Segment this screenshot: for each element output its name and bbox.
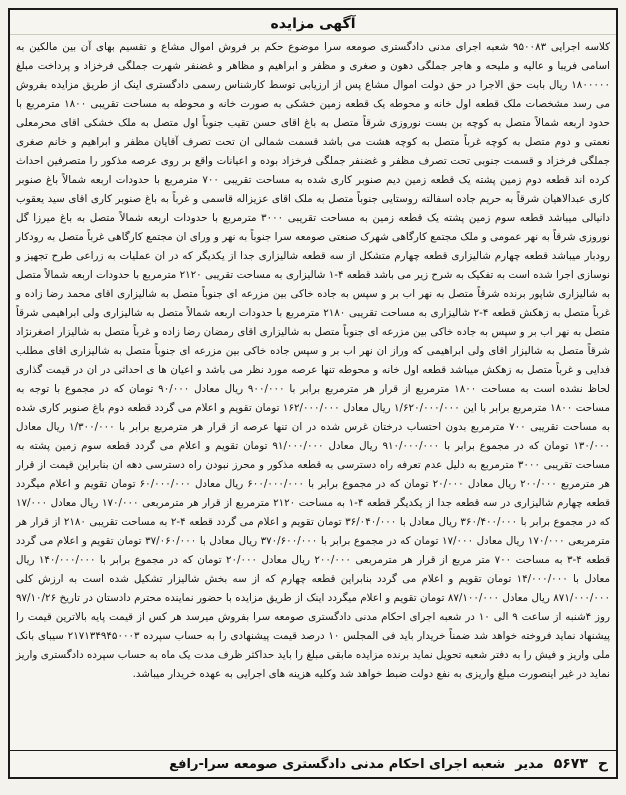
notice-title: آگهی مزایده bbox=[10, 10, 616, 35]
footer-number: ۵۶۷۳ bbox=[553, 756, 588, 772]
auction-notice bbox=[8, 8, 618, 779]
footer-issuer: شعبه اجرای احکام مدنی دادگستری صومعه سرا-رافع bbox=[169, 756, 506, 772]
notice-body: کلاسه اجرایی ۹۵۰۰۸۳ شعبه اجرای مدنی دادگستری صومعه سرا موضوع حکم بر فروش اموال مشاع و تقسیم بهای آن بین مالکین به اسامی فریبا و عالیه و ملیحه و هاجر جملگی دهون و صغری و مظفر و ابراهیم و مظاهر و غضنفر شهرت جملگی فرخزاد و پرداخت مبلغ ۱۸۰۰۰۰۰ ریال بابت حق الاجرا در حق دولت اموال مشاع پس از ارزیابی توسط کارشناس رسمی دادگستری اینک از طریق مزایده بفروش می رسد مشخصات ملک قطعه اول خانه و محوطه یک قطعه زمین خشکی به صورت خانه و محوطه به مساحت تقریبی ۱۸۰۰ مترمربع با حدود اربعه شمالاً متصل به کوچه بن بست نوروزی شرقاً متصل به باغ اقای حسن تقیب جنوباً اول متصل به ملک خشکی اقای محرمعلی نعمتی و دوم متصل به کوچه غرباً متصل به کوچه هشت می باشد قسمت شمالی ان تحت تصرف آقایان مظفر و ابراهیم و خانم صغری جملگی فرخزاد و قسمت جنوبی تحت تصرف مظفر و غضنفر جملگی فرخزاد بوده و اعیانات واقع بر روی عرصه مذکور را متصرفین احداث کرده اند قطعه دوم زمین پشته یک قطعه زمین دیم صنوبر کاری شده به مساحت تقریبی ۷۰۰ مترمربع با حدودات اربعه شمالاً باغ صنوبر کاری عبدالاهیان شرقاً به حریم جاده اسفالته روستایی جنوباً متصل به ملک اقای عزیزاله قاسمی و غرباً به باغ صنوبر کاری اقای سید یعقوب دانیالی میباشد قطعه سوم زمین پشته یک قطعه زمین به مساحت تقریبی ۳۰۰۰ مترمربع با حدودات اربعه شمالاً متصل به باغ میرزا گل نوروزی شرقاً به نهر عمومی و ملک مجتمع کارگاهی شهرک صنعتی صومعه سرا جنوباً به نهر و ورای ان مجتمع کارگاهی غرباً متصل به رودکار رودبار میباشد قطعه چهارم شالیزاری قطعه چهارم متشکل از سه قطعه شالیزاری جدا از یکدیگر که در ان عملیات به زراعی طرح تجهیز و نوسازی اجرا شده است به تفکیک به شرح زیر می باشد قطعه ۴-۱ شالیزاری به مساحت تقریبی ۲۱۲۰ مترمربع با حدودات اربعه شمالاً متصل به شالیزاری شاپور برنده شرقاً متصل به نهر اب بر و سپس به جاده خاکی بین مزرعه ای جنوباً متصل به شالیزاری اقای محمد رضا زاده و غرباً متصل به زهکش قطعه ۴-۲ شالیزاری به مساحت تقریبی ۲۱۸۰ مترمربع با حدودات اربعه شمالاً متصل به شالیزاری ولی ابراهیمی شرقاً متصل به نهر اب بر و سپس به جاده خاکی بین مزرعه ای جنوباً متصل به شالیزاری اقای رمضان رضا زاده و غرباً متصل به شالیزار اصغرنژاد شرقاً متصل به شالیزار اقای ولی ابراهیمی که وراز ان نهر اب بر و سپس جاده خاکی بین مزرعه ای جنوباً متصل به شالیزاری اقای مطلب فدایی و غرباً متصل به زهکش میباشد قطعه اول خانه و محوطه تنها عرصه مورد نظر می باشد و اعیان ها ی احداثی در ان در قیمت گذاری لحاظ نشده است به مساحت ۱۸۰۰ مترمربع از قرار هر مترمربع برابر با ۹۰۰/۰۰۰ ریال معادل ۹۰/۰۰۰ تومان که در مجموع با توجه به مساحت ۱۸۰۰ مترمربع برابر با این ۱/۶۲۰/۰۰۰/۰۰۰ ریال معادل ۱۶۲/۰۰۰/۰۰۰ تومان تقویم و اعلام می گردد قطعه دوم باغ صنوبر کاری شده به مساحت تقریبی ۷۰۰ مترمربع بدون احتساب درختان غرس شده در ان تنها عرصه از قرار هر مترمربع برابر با ۱/۳۰۰/۰۰۰ ریال معادل ۱۳۰/۰۰۰ تومان که در مجموع برابر با ۹۱۰/۰۰۰/۰۰۰ ریال معادل ۹۱/۰۰۰/۰۰۰ تومان تقویم و اعلام می گردد قطعه سوم زمین پشته به مساحت تقریبی ۳۰۰۰ مترمربع به دلیل عدم تعرفه راه دسترسی به قطعه مذکور و محرز نبودن راه دسترسی دهه ان بنابراین قیمت از قرار هر مترمربع ۲۰۰/۰۰۰ ریال معادل ۲۰/۰۰۰ تومان که در مجموع برابر با ۶۰۰/۰۰۰/۰۰۰ ریال معادل ۶۰/۰۰۰/۰۰۰ تومان تقویم و اعلام میگردد قطعه چهارم شالیزاری در سه قطعه جدا از یکدیگر قطعه ۴-۱ به مساحت ۲۱۲۰ مترمربع از قرار هر مترمربعی ۱۷۰/۰۰۰ ریال معادل ۱۷/۰۰۰ که در مجموع برابر با ۳۶۰/۴۰۰/۰۰۰ ریال معادل با ۳۶/۰۴۰/۰۰۰ تومان تقویم و اعلام می گردد قطعه ۴-۲ به مساحت تقریبی ۲۱۸۰ از قرار هر مترمربعی ۱۷۰/۰۰۰ ریال معادل ۱۷/۰۰۰ تومان که در مجموع برابر با ۳۷۰/۶۰۰/۰۰۰ ریال معادل با ۳۷/۰۶۰/۰۰۰ تومان تقویم و اعلام می گردد قطعه ۴-۳ به مساحت ۷۰۰ متر مربع از قرار هر مترمربعی ۲۰۰/۰۰۰ ریال معادل ۲۰/۰۰۰ تومان که در مجموع برابر با ۱۴۰/۰۰۰/۰۰۰ ریال معادل با ۱۴/۰۰۰/۰۰۰ تومان تقویم و اعلام می گردد بنابراین قطعه چهارم که از سه بخش شالیزار تشکیل شده است به ارزش کلی ۸۷۱/۰۰۰/۰۰۰ ریال معادل ۸۷/۱۰۰/۰۰۰ تومان تقویم و اعلام میگردد اینک از طریق مزایده با حضور نماینده محترم دادستان در تاریخ ۹۷/۱۰/۲۶ روز ۴شنبه از ساعت ۹ الی ۱۰ در شعبه اجرای احکام مدنی دادگستری صومعه سرا بفروش میرسد هر کس از قیمت پایه بالاترین قیمت را پیشنهاد نماید فروخته خواهد شد ضمناً خریدار باید فی المجلس ۱۰ درصد قیمت پیشنهادی را به حساب سپرده ۲۱۷۱۳۴۹۴۵۰۰۰۳ سیبای بانک ملی واریز و فیش را به دفتر شعبه تحویل نماید برنده مزایده مابقی مبلغ را باید حداکثر ظرف مدت یک ماه به حساب سپرده دادگستری واریز نماید در غیر اینصورت مبلغ واریزی به نفع دولت ضبط خواهد شد وکلیه هزینه های اجرایی به عهده خریدار میباشد. bbox=[16, 41, 611, 680]
footer-role: مدیر bbox=[515, 756, 544, 772]
notice-footer bbox=[10, 750, 616, 777]
footer-letter: ح bbox=[597, 756, 608, 772]
